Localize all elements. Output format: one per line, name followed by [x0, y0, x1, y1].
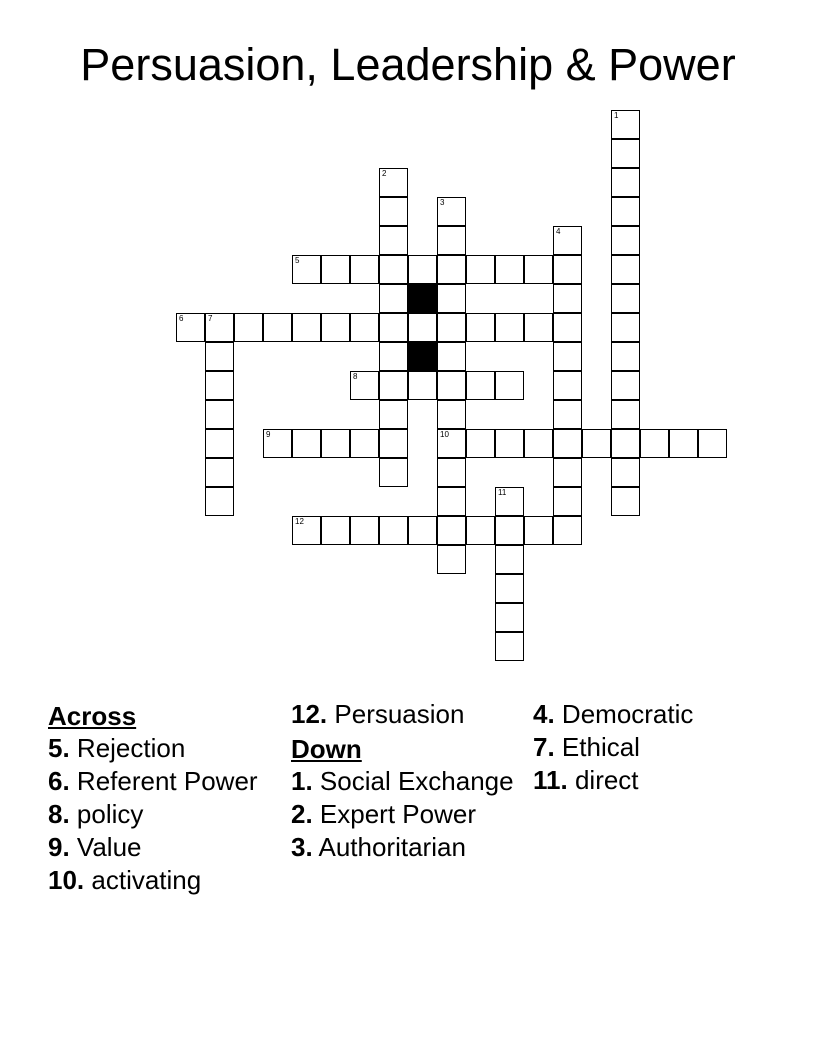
grid-cell[interactable]	[379, 516, 408, 545]
clue-column-1	[48, 700, 284, 899]
clue-number: 8.	[48, 799, 70, 829]
grid-cell[interactable]	[350, 371, 379, 400]
grid-cell[interactable]	[350, 429, 379, 458]
grid-cell[interactable]	[379, 226, 408, 255]
grid-cell[interactable]	[263, 313, 292, 342]
cell-number: 5	[295, 256, 300, 265]
grid-cell[interactable]	[466, 371, 495, 400]
grid-cell[interactable]	[611, 487, 640, 516]
black-cell	[408, 284, 437, 313]
grid-cell[interactable]	[176, 313, 205, 342]
grid-cell[interactable]	[553, 255, 582, 284]
grid-cell[interactable]	[205, 400, 234, 429]
clue-across-9	[48, 833, 284, 861]
clue-down-11	[533, 766, 769, 794]
clue-number: 5.	[48, 733, 70, 763]
grid-cell[interactable]	[408, 516, 437, 545]
grid-cell[interactable]	[379, 342, 408, 371]
clue-text: activating	[91, 865, 202, 895]
clue-down-2	[291, 800, 527, 828]
grid-cell[interactable]	[466, 429, 495, 458]
grid-cell[interactable]	[437, 342, 466, 371]
grid-cell[interactable]	[553, 371, 582, 400]
grid-cell[interactable]	[553, 429, 582, 458]
grid-cell[interactable]	[437, 516, 466, 545]
cell-number: 10	[440, 430, 449, 439]
cell-number: 2	[382, 169, 387, 178]
grid-cell[interactable]	[205, 313, 234, 342]
down-heading: Down	[291, 734, 362, 764]
clue-text: policy	[76, 799, 144, 829]
grid-cell[interactable]	[379, 371, 408, 400]
clue-across-8	[48, 800, 284, 828]
clue-text: Ethical	[561, 732, 640, 762]
cell-number: 6	[179, 314, 184, 323]
clue-text: direct	[574, 765, 639, 795]
grid-cell[interactable]	[611, 139, 640, 168]
clue-text: Democratic	[561, 699, 694, 729]
grid-cell[interactable]	[611, 342, 640, 371]
cell-number: 1	[614, 111, 619, 120]
grid-cell[interactable]	[495, 313, 524, 342]
grid-cell[interactable]	[379, 458, 408, 487]
grid-cell[interactable]	[495, 632, 524, 661]
grid-cell[interactable]	[437, 284, 466, 313]
grid-cell[interactable]	[263, 429, 292, 458]
clue-across-6	[48, 767, 284, 795]
grid-cell[interactable]	[437, 458, 466, 487]
grid-cell[interactable]	[495, 487, 524, 516]
clue-number: 2.	[291, 799, 313, 829]
grid-cell[interactable]	[379, 313, 408, 342]
grid-cell[interactable]	[437, 197, 466, 226]
cell-number: 3	[440, 198, 445, 207]
grid-cell[interactable]	[495, 371, 524, 400]
grid-cell[interactable]	[437, 487, 466, 516]
grid-cell[interactable]	[553, 400, 582, 429]
clue-number: 11.	[533, 765, 568, 795]
cell-number: 12	[295, 517, 304, 526]
clue-down-1	[291, 767, 527, 795]
grid-cell[interactable]	[553, 284, 582, 313]
clue-down-7	[533, 733, 769, 761]
clue-number: 10.	[48, 865, 85, 895]
clue-text: Expert Power	[319, 799, 476, 829]
grid-cell[interactable]	[437, 371, 466, 400]
grid-cell[interactable]	[611, 255, 640, 284]
grid-cell[interactable]	[495, 545, 524, 574]
grid-cell[interactable]	[379, 400, 408, 429]
grid-cell[interactable]	[379, 429, 408, 458]
grid-cell[interactable]	[379, 255, 408, 284]
cell-number: 11	[498, 488, 507, 497]
grid-cell[interactable]	[553, 313, 582, 342]
clue-number: 12.	[291, 699, 328, 729]
grid-cell[interactable]	[350, 255, 379, 284]
grid-cell[interactable]	[321, 429, 350, 458]
grid-cell[interactable]	[466, 516, 495, 545]
grid-cell[interactable]	[495, 516, 524, 545]
grid-cell[interactable]	[234, 313, 263, 342]
grid-cell[interactable]	[611, 371, 640, 400]
clue-number: 7.	[533, 732, 555, 762]
grid-cell[interactable]	[611, 110, 640, 139]
clue-across-12	[291, 700, 527, 728]
grid-cell[interactable]	[524, 313, 553, 342]
grid-cell[interactable]	[553, 516, 582, 545]
grid-cell[interactable]	[553, 458, 582, 487]
grid-cell[interactable]	[524, 429, 553, 458]
grid-cell[interactable]	[495, 603, 524, 632]
grid-cell[interactable]	[321, 313, 350, 342]
grid-cell[interactable]	[292, 429, 321, 458]
grid-cell[interactable]	[408, 255, 437, 284]
grid-cell[interactable]	[611, 197, 640, 226]
grid-cell[interactable]	[292, 255, 321, 284]
clue-text: Referent Power	[76, 766, 258, 796]
grid-cell[interactable]	[437, 313, 466, 342]
clue-down-3	[291, 833, 527, 861]
grid-cell[interactable]	[437, 429, 466, 458]
grid-cell[interactable]	[495, 255, 524, 284]
grid-cell[interactable]	[379, 168, 408, 197]
grid-cell[interactable]	[321, 516, 350, 545]
grid-cell[interactable]	[524, 255, 553, 284]
cell-number: 8	[353, 372, 358, 381]
grid-cell[interactable]	[698, 429, 727, 458]
grid-cell[interactable]	[553, 342, 582, 371]
clue-across-10	[48, 866, 284, 894]
grid-cell[interactable]	[437, 400, 466, 429]
across-heading: Across	[48, 701, 137, 731]
grid-cell[interactable]	[205, 487, 234, 516]
grid-cell[interactable]	[321, 255, 350, 284]
grid-cell[interactable]	[205, 429, 234, 458]
puzzle-title: Persuasion, Leadership & Power	[80, 39, 736, 90]
grid-cell[interactable]	[466, 255, 495, 284]
clue-text: Persuasion	[334, 699, 465, 729]
clue-text: Authoritarian	[318, 832, 466, 862]
clue-text: Social Exchange	[319, 766, 514, 796]
grid-cell[interactable]	[292, 313, 321, 342]
clue-number: 3.	[291, 832, 313, 862]
clue-column-2	[291, 700, 527, 866]
grid-cell[interactable]	[553, 226, 582, 255]
grid-cell[interactable]	[408, 371, 437, 400]
grid-cell[interactable]	[611, 226, 640, 255]
clue-text: Value	[76, 832, 142, 862]
grid-cell[interactable]	[495, 574, 524, 603]
grid-cell[interactable]	[582, 429, 611, 458]
grid-cell[interactable]	[292, 516, 321, 545]
grid-cell[interactable]	[611, 400, 640, 429]
grid-cell[interactable]	[350, 516, 379, 545]
grid-cell[interactable]	[437, 226, 466, 255]
clue-column-3	[533, 700, 769, 799]
black-cell	[408, 342, 437, 371]
grid-cell[interactable]	[350, 313, 379, 342]
grid-cell[interactable]	[611, 284, 640, 313]
grid-cell[interactable]	[553, 487, 582, 516]
grid-cell[interactable]	[205, 342, 234, 371]
grid-cell[interactable]	[205, 371, 234, 400]
clue-number: 1.	[291, 766, 313, 796]
grid-cell[interactable]	[466, 313, 495, 342]
grid-cell[interactable]	[379, 197, 408, 226]
grid-cell[interactable]	[408, 313, 437, 342]
clue-number: 9.	[48, 832, 70, 862]
cell-number: 4	[556, 227, 561, 236]
grid-cell[interactable]	[611, 429, 640, 458]
grid-cell[interactable]	[611, 458, 640, 487]
grid-cell[interactable]	[495, 429, 524, 458]
grid-cell[interactable]	[524, 516, 553, 545]
grid-cell[interactable]	[669, 429, 698, 458]
grid-cell[interactable]	[640, 429, 669, 458]
clue-down-4	[533, 700, 769, 728]
grid-cell[interactable]	[379, 284, 408, 313]
clue-number: 6.	[48, 766, 70, 796]
clue-across-5	[48, 734, 284, 762]
grid-cell[interactable]	[205, 458, 234, 487]
grid-cell[interactable]	[437, 255, 466, 284]
grid-cell[interactable]	[437, 545, 466, 574]
grid-cell[interactable]	[611, 168, 640, 197]
cell-number: 9	[266, 430, 271, 439]
cell-number: 7	[208, 314, 213, 323]
grid-cell[interactable]	[611, 313, 640, 342]
clue-text: Rejection	[76, 733, 186, 763]
clue-number: 4.	[533, 699, 555, 729]
